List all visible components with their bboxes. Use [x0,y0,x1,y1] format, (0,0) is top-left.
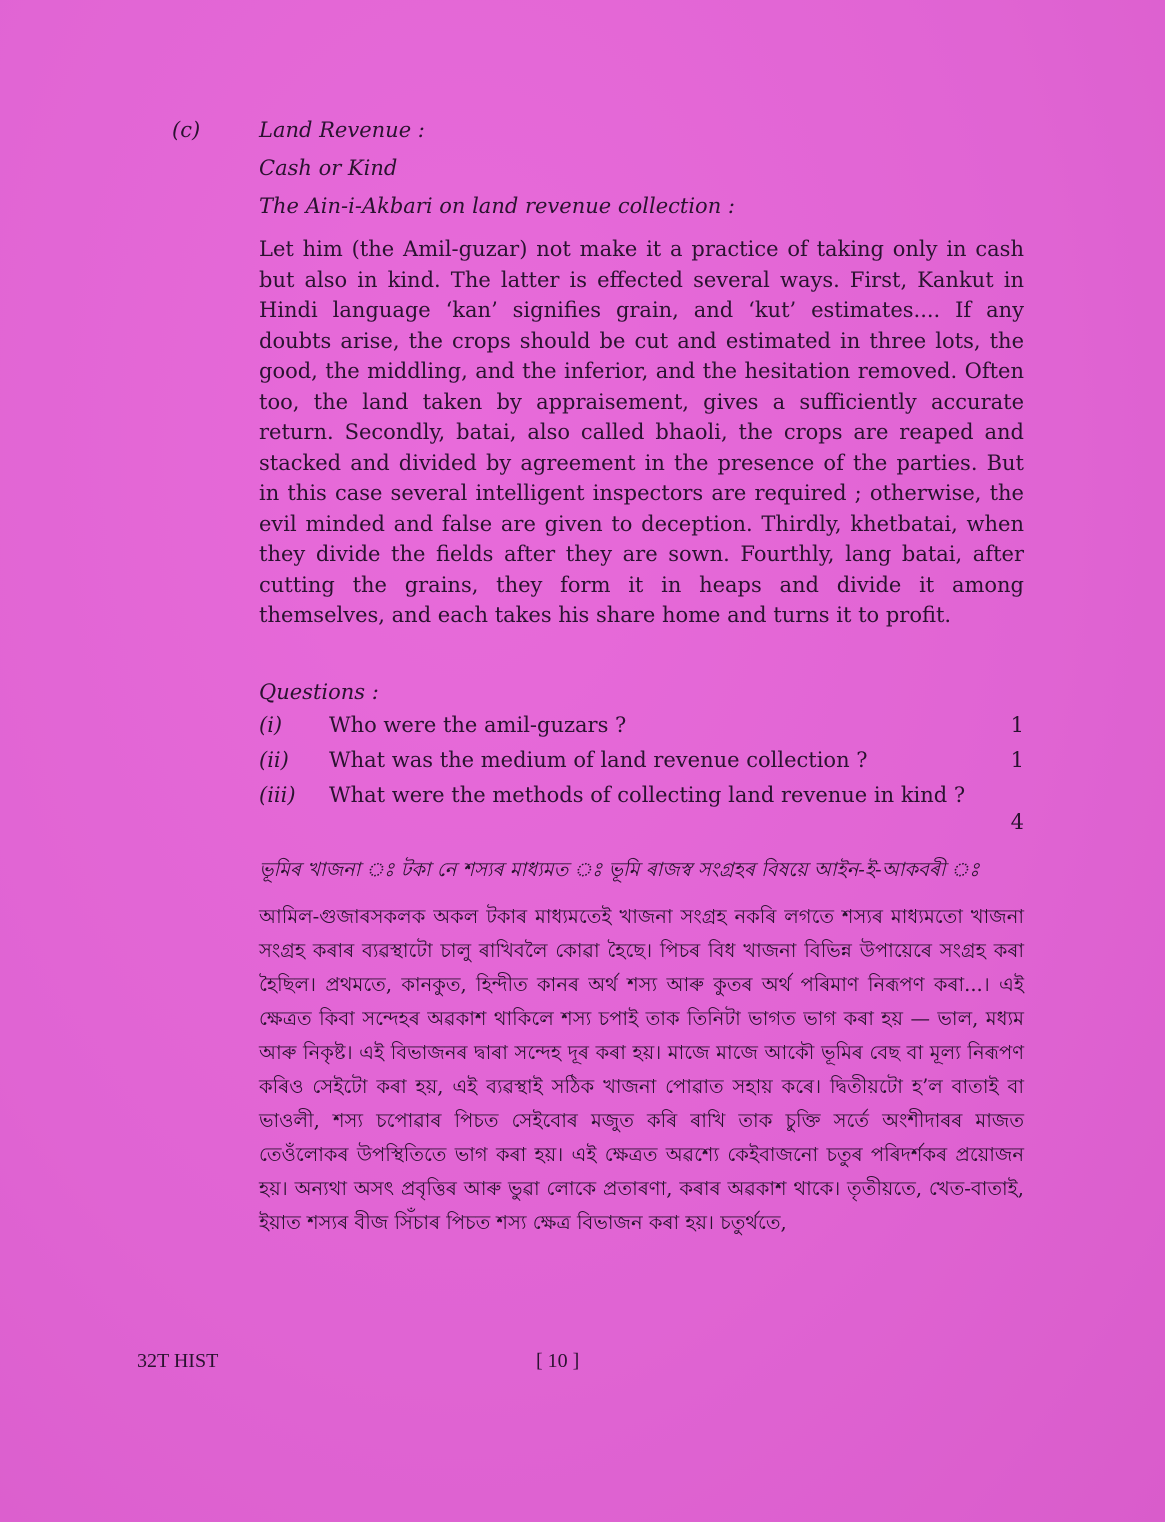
question-marks: 1 [1010,713,1024,737]
section-label: (c) [172,118,201,142]
section-heading: Land Revenue : [259,118,425,142]
question-number: (iii) [259,783,296,807]
question-number: (ii) [259,748,289,772]
source-passage: Let him (the Amil-guzar) not make it a practice of taking only in cash but also in kind. The latter is effected several ways. First, Kankut in Hindi language ‘kan’ signifies grain, and ‘kut’ estimates.... If any doubts arise, the crops should be cut and estimated in three lots, the good, the middling, and the inferior, and the hesitation removed. Often too, the land taken by appraisement, gives a sufficiently accurate return. Secondly, batai, also called bhaoli, the crops are reaped and stacked and divided by agreement in the presence of the parties. But in this case several intelligent inspectors are required ; otherwise, the evil minded and false are given to deception. Thirdly, khetbatai, when they divide the fields after they are sown. Fourthly, lang batai, after cutting the grains, they form it in heaps and divide it among themselves, and each takes his share home and turns it to profit. [259,237,1024,627]
section-subheading: Cash or Kind [259,156,398,180]
page-number: [ 10 ] [536,1350,580,1372]
question-marks: 1 [1010,748,1024,772]
question-text: What was the medium of land revenue collection ? [329,748,868,772]
questions-title: Questions : [259,680,379,704]
source-title: The Ain-i-Akbari on land revenue collection : [259,194,735,218]
assamese-passage: আমিল-গুজাৰসকলক অকল টকাৰ মাধ্যমতেই খাজনা সংগ্ৰহ নকৰি লগতে শস্যৰ মাধ্যমতো খাজনা সংগ্ৰহ কৰাৰ ব্যৱস্থাটো চালু ৰাখিবলৈ কোৱা হৈছে। পিচৰ বিধ খাজনা বিভিন্ন উপায়েৰে সংগ্ৰহ কৰা হৈছিল। প্ৰথমতে, কানকুত, হিন্দীত কানৰ অৰ্থ শস্য আৰু কুতৰ অৰ্থ পৰিমাণ নিৰূপণ কৰা...। এই ক্ষেত্ৰত কিবা সন্দেহৰ অৱকাশ থাকিলে শস্য চপাই তাক তিনিটা ভাগত ভাগ কৰা হয় — ভাল, মধ্যম আৰু নিকৃষ্ট। এই বিভাজনৰ দ্বাৰা সন্দেহ দূৰ কৰা হয়। মাজে মাজে আকৌ ভূমিৰ বেছ বা মূল্য নিৰূপণ কৰিও সেইটো কৰা হয়, এই ব্যৱস্থাই সঠিক খাজনা পোৱাত সহায় কৰে। দ্বিতীয়টো হ’ল বাতাই বা ভাওলী, শস্য চপোৱাৰ পিচত সেইবোৰ মজুত কৰি ৰাখি তাক চুক্তি সৰ্তে অংশীদাৰৰ মাজত তেওঁলোকৰ উপস্থিতিতে ভাগ কৰা হয়। এই ক্ষেত্ৰত অৱশ্যে কেইবাজনো চতুৰ পৰিদৰ্শকৰ প্ৰয়োজন হয়। অন্যথা অসৎ প্ৰবৃত্তিৰ আৰু ভুৱা লোকে প্ৰতাৰণা, কৰাৰ অৱকাশ থাকে। তৃতীয়তে, খেত-বাতাই, ইয়াত শস্যৰ বীজ সিঁচাৰ পিচত শস্য ক্ষেত্ৰ বিভাজন কৰা হয়। চতুৰ্থতে, [259,905,1024,1234]
question-text: Who were the amil-guzars ? [329,713,627,737]
question-marks: 4 [1010,810,1024,834]
paper-code: 32T HIST [137,1350,219,1372]
question-text: What were the methods of collecting land revenue in kind ? [329,783,966,807]
question-number: (i) [259,713,283,737]
assamese-heading: ভূমিৰ খাজনা ঃ টকা নে শস্যৰ মাধ্যমত ঃ ভূমি ৰাজস্ব সংগ্ৰহৰ বিষয়ে আইন-ই-আকবৰী ঃ [259,858,980,881]
